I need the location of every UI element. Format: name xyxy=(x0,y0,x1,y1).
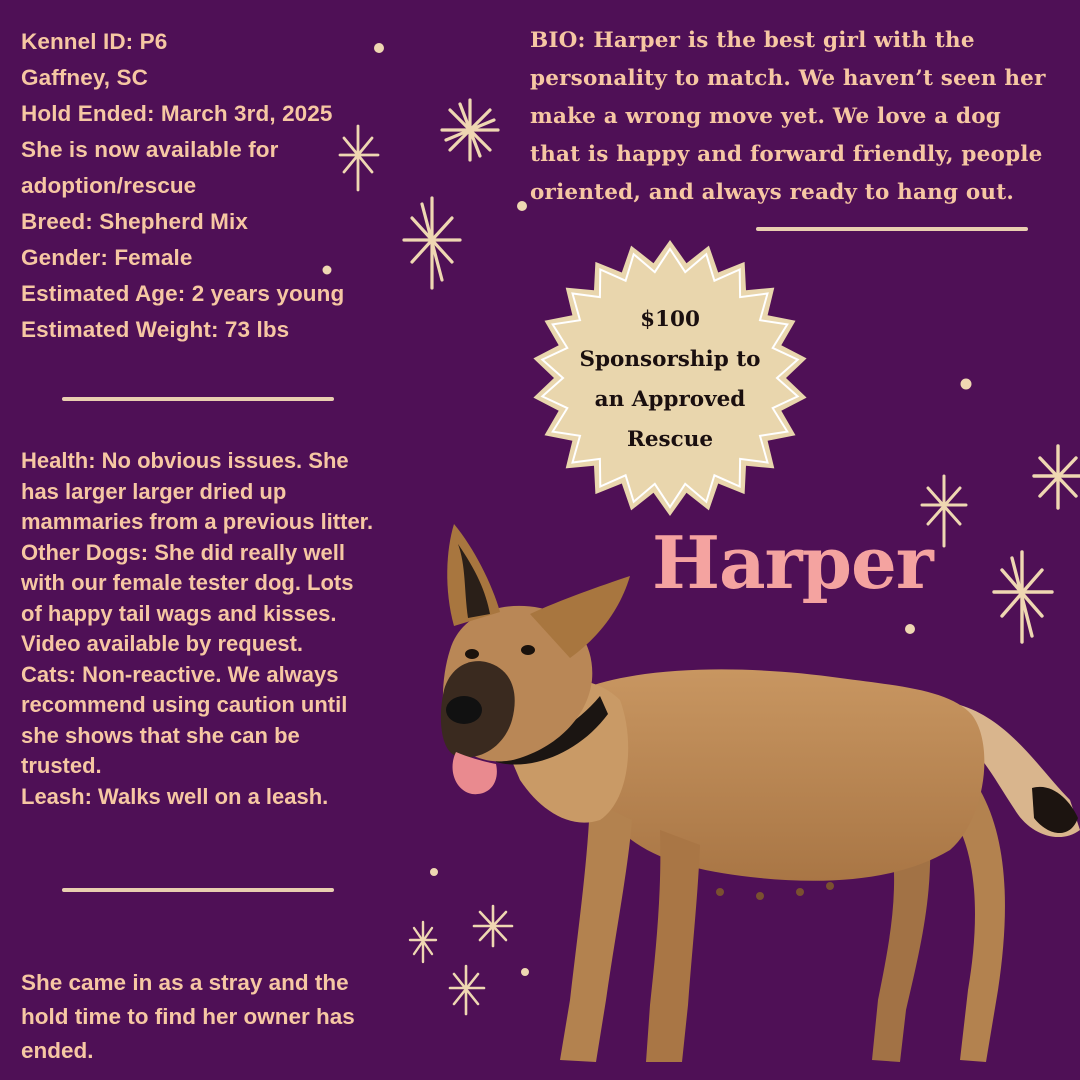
sparkle-dot xyxy=(375,44,384,53)
health-line: of happy tail wags and kisses. xyxy=(21,600,337,626)
sponsorship-text xyxy=(528,300,812,460)
bio-line: oriented, and always ready to hang out. xyxy=(530,180,1015,205)
health-line: Leash: Walks well on a leash. xyxy=(21,783,329,809)
stray-line: ended. xyxy=(21,1038,94,1063)
stray-line: She came in as a stray and the xyxy=(21,970,349,995)
sparkle-icon xyxy=(442,100,498,160)
badge-line: Sponsorship to xyxy=(579,347,761,372)
gender: Gender: Female xyxy=(21,245,193,270)
stray-line: hold time to find her owner has xyxy=(21,1004,355,1029)
bio-line: make a wrong move yet. We love a dog xyxy=(530,104,1002,129)
sparkle-icon xyxy=(1034,446,1080,508)
health-line: mammaries from a previous litter. xyxy=(21,509,374,534)
sparkle-dot xyxy=(961,379,971,389)
badge-line: an Approved xyxy=(594,387,746,412)
health-line: Health: No obvious issues. She xyxy=(21,448,349,473)
sparkle-icon xyxy=(340,126,378,190)
location: Gaffney, SC xyxy=(21,65,148,90)
health-line: recommend using caution until xyxy=(21,692,348,717)
dog-name: Harper xyxy=(652,520,933,605)
sponsorship-badge xyxy=(528,236,812,520)
breed: Breed: Shepherd Mix xyxy=(21,209,248,234)
health-line: trusted. xyxy=(21,753,102,778)
health-line: with our female tester dog. Lots xyxy=(21,570,354,595)
sparkle-dot xyxy=(323,266,331,274)
bio-line: that is happy and forward friendly, people xyxy=(530,142,1043,167)
health-line: has larger larger dried up xyxy=(21,478,287,504)
estimated-weight: Estimated Weight: 73 lbs xyxy=(21,317,290,342)
health-line: Other Dogs: She did really well xyxy=(21,539,345,565)
sparkle-icon xyxy=(404,198,460,288)
availability-line-2: adoption/rescue xyxy=(21,173,197,198)
kennel-id: Kennel ID: P6 xyxy=(21,29,168,54)
badge-line: $100 xyxy=(640,307,700,332)
bio-line: BIO: Harper is the best girl with the xyxy=(530,28,975,53)
hold-ended: Hold Ended: March 3rd, 2025 xyxy=(21,101,333,126)
estimated-age: Estimated Age: 2 years young xyxy=(21,281,345,306)
health-line: Cats: Non-reactive. We always xyxy=(21,661,339,687)
health-line: Video available by request. xyxy=(21,631,304,656)
availability-line-1: She is now available for xyxy=(21,137,279,162)
badge-line: Rescue xyxy=(626,427,714,452)
bio-line: personality to match. We haven’t seen her xyxy=(530,66,1046,91)
health-line: she shows that she can be xyxy=(21,722,300,748)
dog-photo xyxy=(420,500,1080,1080)
sparkle-dot xyxy=(518,202,527,211)
